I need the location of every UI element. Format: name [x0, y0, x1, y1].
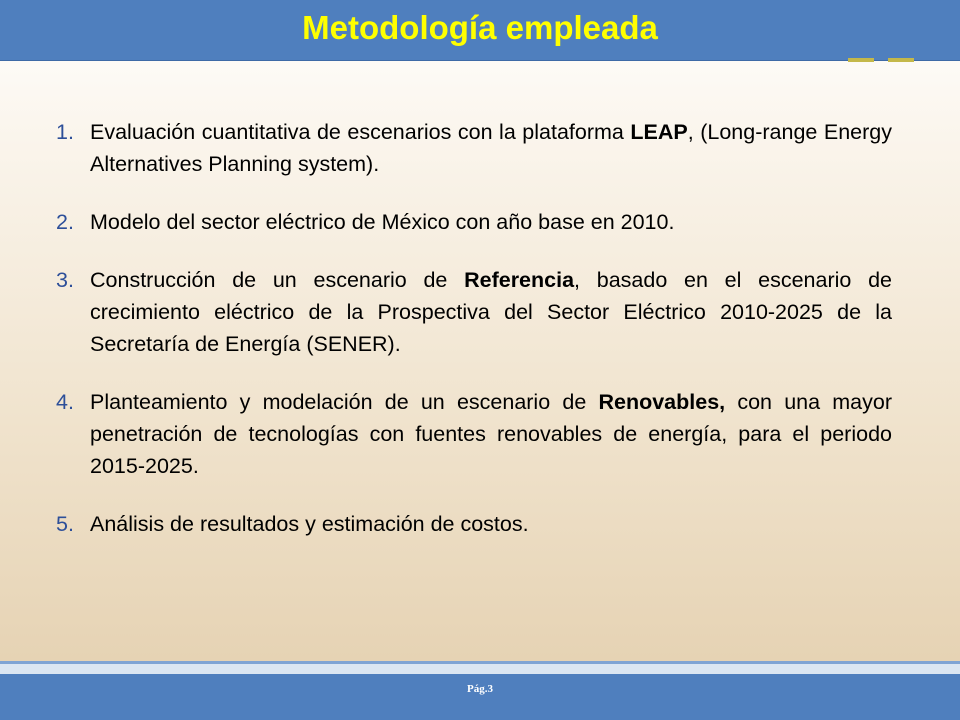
list-number: 1.: [56, 120, 74, 144]
list-number: 4.: [56, 390, 74, 414]
footer-bar: [0, 674, 960, 720]
list-item-4: [56, 386, 892, 482]
methodology-list: [56, 116, 892, 566]
bold-term-leap: LEAP: [630, 120, 688, 144]
text-segment: , basado en el escenario de crecimiento eléctrico de la Prospectiva del Sector Eléctrico 2010-2025 de la Secretaría de Energía (SENER).: [90, 268, 892, 356]
list-text: [90, 386, 892, 482]
list-number: 2.: [56, 210, 74, 234]
header-accent-right: [888, 58, 914, 62]
list-text: [90, 508, 892, 540]
header-accent-left: [848, 58, 874, 62]
slide-title: Metodología empleada: [302, 9, 658, 46]
text-segment: Planteamiento y modelación de un escenario de: [90, 390, 599, 414]
page-number: Pág.3: [467, 683, 493, 695]
text-segment: Modelo del sector eléctrico de México con año base en 2010.: [90, 210, 675, 234]
list-item-5: [56, 508, 892, 540]
bold-term-referencia: Referencia: [464, 268, 575, 292]
list-text: [90, 116, 892, 180]
list-number: 3.: [56, 268, 74, 292]
list-item-3: [56, 264, 892, 360]
list-text: [90, 264, 892, 360]
list-item-2: [56, 206, 892, 238]
bold-term-renovables: Renovables,: [598, 390, 726, 414]
text-segment: Análisis de resultados y estimación de costos.: [90, 512, 529, 536]
list-number: 5.: [56, 512, 74, 536]
text-segment: con una mayor penetración de tecnologías con fuentes renovables de energía, para el periodo 2015-2025.: [90, 390, 892, 478]
list-item-1: [56, 116, 892, 180]
text-segment: Construcción de un escenario de: [90, 268, 465, 292]
text-segment: , (Long-range Energy Alternatives Planning system).: [90, 120, 892, 176]
list-text: [90, 206, 892, 238]
text-segment: Evaluación cuantitativa de escenarios con la plataforma: [90, 120, 631, 144]
footer-gap: [0, 664, 960, 674]
